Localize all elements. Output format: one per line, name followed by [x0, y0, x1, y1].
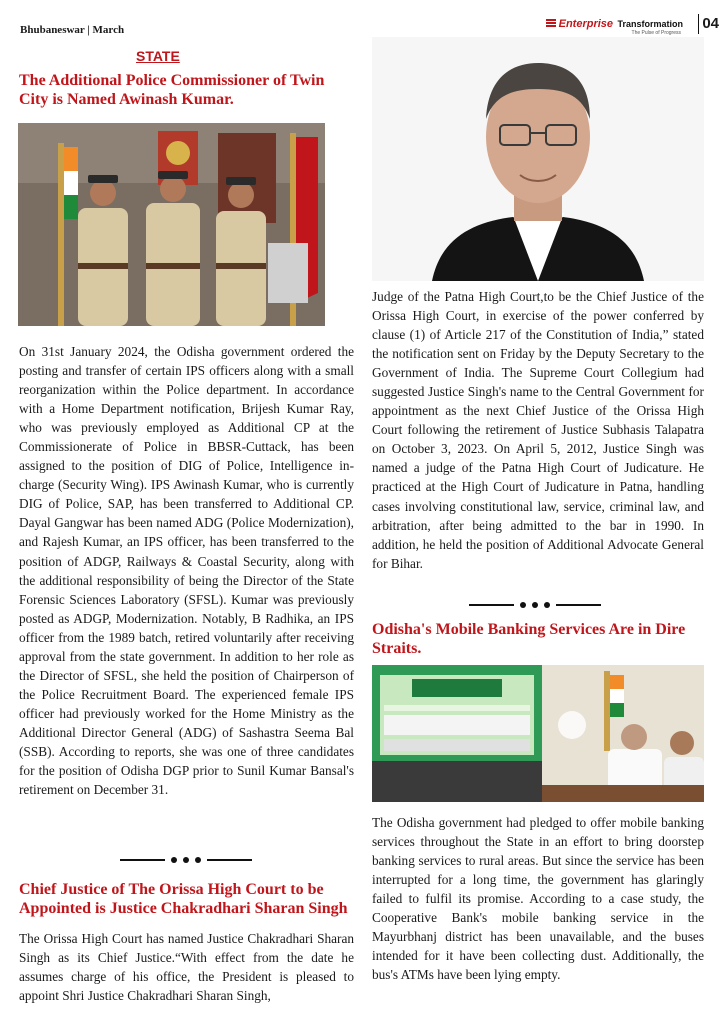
article-headline-mobile-banking: Odisha's Mobile Banking Services Are in Dire Straits. — [372, 621, 686, 657]
brand-name-part2: Transformation — [617, 19, 683, 29]
mobile-banking-event-photo — [372, 665, 704, 802]
justice-portrait-illustration — [372, 37, 704, 281]
divider-line — [120, 859, 165, 861]
police-officers-photo — [18, 123, 325, 326]
publication-brand — [546, 14, 683, 36]
brand-tagline: The Pulse of Progress — [631, 30, 681, 36]
section-divider — [469, 602, 601, 608]
divider-dot — [532, 602, 538, 608]
mobile-banking-event-illustration — [372, 665, 704, 802]
section-divider — [120, 857, 252, 863]
divider-line — [556, 604, 601, 606]
article-body-mobile-banking: The Odisha government had pledged to offer mobile banking services throughout the State in an effort to bring doorstep banking services to rural areas. But since the service has been interrupted for a long time, the government has glaringly failed to fulfil its promise. According to a case study, the Cooperative Bank's mobile banking service in the Mayurbhanj district has been unavailable, and the buses intended for it have been collecting dust. Additionally, the bus's ATMs have been lying empty. — [372, 815, 704, 983]
divider-dot — [183, 857, 189, 863]
dateline: Bhubaneswar | March — [20, 24, 125, 36]
article-body-police: On 31st January 2024, the Odisha government ordered the posting and transfer of certain IPS officers along with a small reorganization within the Police department. In accordance with a Home Department notification, Brijesh Kumar Ray, who was previously employed as Additional CP at the Commissionerate of Police in BBSR-Cuttack, has been assigned to the position of DIG of Police, Intelligence in-charge (Security Wing). IPS Awinash Kumar, who is currently DIG of Police, SAP, has been transferred to Additional CP. Dayal Gangwar has been named ADG (Police Modernization), and Rajesh Kumar, an IPS officer, has been transferred to the position of ADGP, Railways & Coastal Security, along with the additional responsibility of being the Director of the State Forensic Sciences Laboratory (SFSL). Kumar was previously posted as ADGP, Modernization. Notably, B Radhika, an IPS officer from the 1989 batch, retired voluntarily after receiving approval from the state government. In addition to her role as the Director of SFSL, she held the position of Chairperson of the Police Recruitment Board. The experienced female IPS officer had previously worked for the Home Ministry as the Additional Director General (ADG) of Sashastra Seema Bal (SSB). According to reports, she was one of three candidates for the position of Odisha DGP prior to Sunil Kumar Bansal's retirement on December 31. — [19, 344, 354, 798]
article-body-chief-justice-start: The Orissa High Court has named Justice Chakradhari Sharan Singh as its Chief Justice.“With effect from the date he assumes charge of his office, the President is pleased to appoint Shri Justice Chakradhari Sharan Singh, — [19, 931, 354, 1004]
divider-dot — [544, 602, 550, 608]
divider-dot — [195, 857, 201, 863]
divider-dot — [171, 857, 177, 863]
section-label: STATE — [136, 48, 180, 64]
article-body-chief-justice-continued: Judge of the Patna High Court,to be the Chief Justice of the Orissa High Court, in exercise of the power conferred by clause (1) of Article 217 of the Constitution of India,” stated the notification sent on Friday by the Deputy Secretary to the Government of India. The Supreme Court Collegium had suggested Justice Singh's name to the Central Government for appointment as the next Chief Justice of the Orissa High Court following the retirement of Justice Subhasis Talapatra on October 3, 2023. On April 5, 2012, Justice Singh was named a judge of the Patna High Court of Judicature. He practiced at the High Court of Judicature in Patna, handling cases involving constitutional law, service, criminal law, and arbitration, after being admitted to the bar in 1990. In addition, he held the position of Additional Advocate General for Bihar. — [372, 289, 704, 571]
divider-dot — [520, 602, 526, 608]
article-headline-police: The Additional Police Commissioner of Twin City is Named Awinash Kumar. — [19, 72, 325, 108]
justice-portrait-photo — [372, 37, 704, 281]
brand-name-part1: Enterprise — [558, 18, 614, 30]
article-headline-chief-justice: Chief Justice of The Orissa High Court to be Appointed is Justice Chakradhari Sharan Singh — [19, 881, 348, 917]
divider-line — [469, 604, 514, 606]
divider-line — [207, 859, 252, 861]
page-number: 04 — [698, 14, 719, 34]
brand-logo-icon — [546, 18, 556, 28]
police-officers-illustration — [18, 123, 325, 326]
